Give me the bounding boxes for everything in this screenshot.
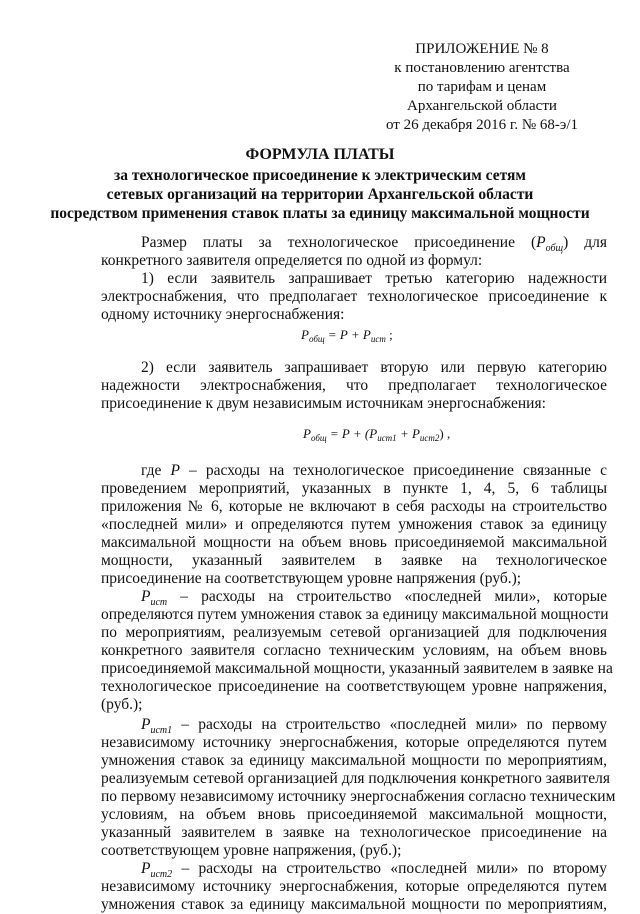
- definition-pist1-line: условиям, на объем вновь присоединяемой максимальной мощности,: [101, 806, 607, 823]
- definition-pist-line: определяются путем умножения ставок за единицу максимальной мощности: [101, 606, 609, 623]
- appendix-line: по тарифам и ценам: [417, 79, 547, 95]
- definition-pist1-line: независимому источнику энергоснабжения, которые определяются путем: [101, 734, 607, 751]
- definition-pist1-line: реализуемым сетевой организацией для подключения конкретного заявителя: [101, 770, 610, 787]
- definition-pist1-line: соответствующем уровне напряжения, (руб.);: [101, 842, 402, 859]
- definition-pist1-line: по первому независимому источнику энергоснабжения согласно техническим: [101, 788, 616, 805]
- formula-one-source: $P_{общ} = P + P_{ист}$ ;: [301, 327, 393, 344]
- formula-two-sources: $P_{общ} = P + (P_{ист1} + P_{ист2})$ ,: [303, 426, 451, 443]
- definition-pist1-line: указанный заявителем в заявке на технологическое присоединение на: [101, 824, 607, 841]
- definition-p-line: где P – расходы на технологическое присоединение связанные с: [141, 462, 607, 479]
- definition-pist-line: (руб.);: [101, 696, 143, 713]
- definition-p-line: «последней мили» и определяются путем умножения ставок за единицу: [101, 516, 607, 533]
- appendix-date: от 26 декабря 2016 г. № 68-э/1: [385, 117, 578, 133]
- definition-p-line: присоединение на соответствующем уровне напряжения (руб.);: [101, 570, 522, 587]
- document-title: [0, 145, 640, 223]
- definition-pist2-line: $P_{ист2}$ – расходы на строительство «последней мили» по второму: [141, 860, 607, 881]
- definition-p-line: мощности, указанный заявителем в заявке на технологическое: [101, 552, 607, 569]
- title-subline: посредством применения ставок платы за единицу максимальной мощности: [50, 205, 590, 222]
- definition-pist-line: конкретного заявителя согласно техническим условиям, на объем вновь: [101, 642, 607, 659]
- definition-pist-line: технологическое присоединение на соответствующем уровне напряжения,: [101, 678, 607, 695]
- appendix-header: [386, 40, 578, 135]
- definition-pist-line: по мероприятиям, реализуемым сетевой организацией для подключения: [101, 624, 607, 641]
- appendix-line: Архангельской области: [407, 98, 557, 114]
- definition-p-line: максимальной мощности на объем вновь присоединяемой максимальной: [101, 534, 607, 551]
- intro-line: Размер платы за технологическое присоединение $(P_{общ})$ для: [141, 234, 607, 255]
- definition-pist2-line: умножения ставок за единицу максимальной мощности по мероприятиям,: [101, 896, 607, 913]
- definition-pist1-line: умножения ставок за единицу максимальной мощности по мероприятиям,: [101, 752, 607, 769]
- definition-pist1-line: $P_{ист1}$ – расходы на строительство «последней мили» по первому: [141, 716, 607, 737]
- case2-line: 2) если заявитель запрашивает вторую или первую категорию: [141, 359, 607, 376]
- title-main: ФОРМУЛА ПЛАТЫ: [245, 146, 395, 163]
- appendix-line: к постановлению агентства: [394, 60, 570, 76]
- title-subline: сетевых организаций на территории Архангельской области: [106, 186, 534, 203]
- definition-pist-line: $P_{ист}$ – расходы на строительство «последней мили», которые: [141, 588, 607, 609]
- definition-p-line: приложения № 6, которые не включают в себя расходы на строительство: [101, 498, 607, 515]
- title-subline: за технологическое присоединение к электрическим сетям: [114, 167, 526, 184]
- definition-pist-line: присоединяемой максимальной мощности, указанный заявителем в заявке на: [101, 660, 613, 677]
- definition-p-line: проведением мероприятий, указанных в пункте 1, 4, 5, 6 таблицы: [101, 480, 607, 497]
- definition-pist2-line: независимому источнику энергоснабжения, которые определяются путем: [101, 878, 607, 895]
- case2-line: надежности электроснабжения, что предполагает технологическое: [101, 377, 607, 394]
- intro-line: конкретного заявителя определяется по одной из формул:: [101, 252, 483, 269]
- case1-line: электроснабжения, что предполагает технологическое присоединение к: [101, 288, 607, 305]
- appendix-number: ПРИЛОЖЕНИЕ № 8: [415, 41, 549, 57]
- case1-line: 1) если заявитель запрашивает третью категорию надежности: [141, 270, 607, 287]
- case2-line: присоединение к двум независимым источникам энергоснабжения:: [101, 395, 546, 412]
- case1-line: одному источнику энергоснабжения:: [101, 306, 345, 323]
